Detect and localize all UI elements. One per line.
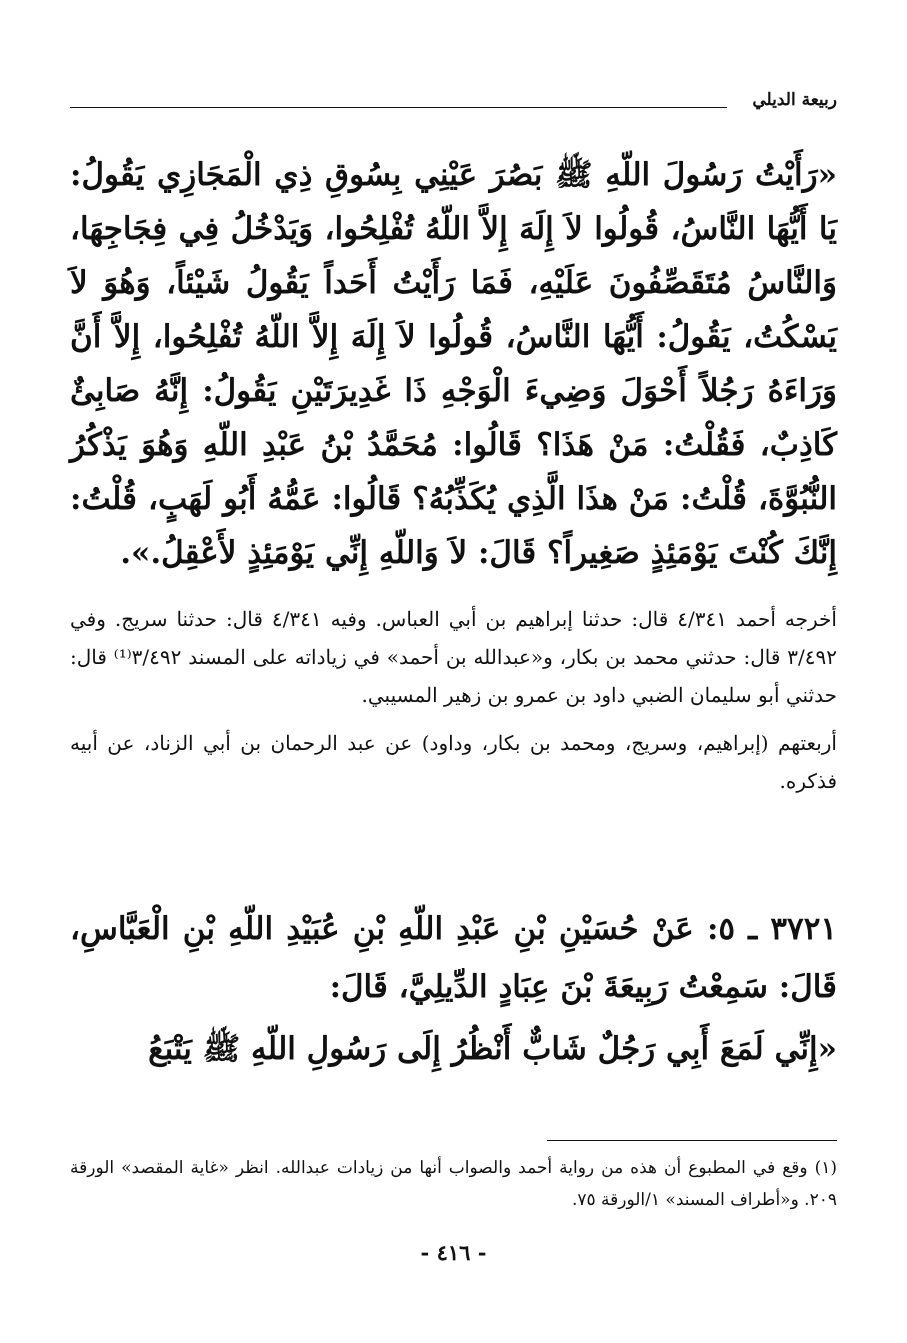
hadith-number: ٣٧٢١ ـ ٥: — [706, 911, 837, 947]
takhrij-section — [70, 600, 837, 800]
running-title: ربيعة الديلي — [752, 90, 837, 110]
footnote-rule — [547, 1140, 837, 1141]
takhrij-paragraph-1: أخرجه أحمد ٤/٣٤١ قال: حدثنا إبراهيم بن أبي العباس. وفيه ٤/٣٤١ قال: حدثنا سريج. وفي ٣/٤٩٢ قال: حدثني محمد بن بكار، و«عبدالله بن أحمد» في زياداته على المسند ٣/٤٩٢⁽¹⁾ قال: حدثني أبو سليمان الضبي داود بن عمرو بن زهير المسيبي. — [70, 607, 837, 707]
hadith-two-isnad-paragraph — [70, 900, 837, 1016]
hadith-two-isnad — [70, 900, 837, 1016]
hadith-isnad: عَنْ حُسَيْنِ بْنِ عَبْدِ اللّهِ بْنِ عُبَيْدِ اللّهِ بْنِ الْعَبَّاسِ، قَالَ: سَمِعْتُ رَبِيعَةَ بْنَ عِبَادٍ الدِّيلِيَّ، قَالَ: — [70, 911, 837, 1005]
footnotes-section — [70, 1152, 837, 1216]
hadith-main-paragraph: «رَأَيْتُ رَسُولَ اللّهِ ﷺ بَصُرَ عَيْنِي بِسُوقِ ذِي الْمَجَازِي يَقُولُ: يَا أَيُّهَا النَّاسُ، قُولُوا لاَ إِلَهَ إِلاَّ اللّهُ تُفْلِحُوا، وَيَدْخُلُ فِي فِجَاجِهَا، وَالنَّاسُ مُتَقَصِّفُونَ عَلَيْهِ، فَمَا رَأَيْتُ أَحَداً يَقُولُ شَيْئاً، وَهُوَ لاَ يَسْكُتُ، يَقُولُ: أَيُّهَا النَّاسُ، قُولُوا لاَ إِلَهَ إِلاَّ اللّهُ تُفْلِحُوا، إِلاَّ أَنَّ وَرَاءَهُ رَجُلاً أَحْوَلَ وَضِيءَ الْوَجْهِ ذَا غَدِيرَتَيْنِ يَقُولُ: إِنَّهُ صَابِئٌ كَاذِبٌ، فَقُلْتُ: مَنْ هَذَا؟ قَالُوا: مُحَمَّدُ بْنُ عَبْدِ اللّهِ وَهُوَ يَذْكُرُ النُّبُوَّةَ، قُلْتُ: مَنْ هذَا الَّذِي يُكَذِّبُهُ؟ قَالُوا: عَمُّهُ أَبُو لَهَبٍ، قُلْتُ: إِنَّكَ كُنْتَ يَوْمَئِذٍ صَغِيراً؟ قَالَ: لاَ وَاللّهِ إِنِّي يَوْمَئِذٍ لأَعْقِلُ.». — [70, 157, 837, 571]
takhrij-paragraph-2: أربعتهم (إبراهيم، وسريج، ومحمد بن بكار، وداود) عن عبد الرحمان بن أبي الزناد، عن أبيه فذكره. — [70, 731, 837, 793]
hadith-two-matn — [70, 1022, 837, 1076]
footnote-1: (١) وقع في المطبوع أن هذه من رواية أحمد والصواب أنها من زيادات عبدالله. انظر «غاية المقصد» الورقة ٢٠٩. و«أطراف المسند» ١/الورقة ٧٥. — [70, 1158, 837, 1210]
running-header — [70, 88, 837, 118]
page-number: - ٤١٦ - — [420, 1240, 487, 1265]
hadith-main-text — [70, 148, 837, 580]
header-rule — [70, 107, 727, 108]
hadith-two-matn-paragraph: «إِنِّي لَمَعَ أَبِي رَجُلٌ شَابٌّ أَنْظُرُ إِلَى رَسُولِ اللّهِ ﷺ يَتْبَعُ — [148, 1031, 837, 1067]
